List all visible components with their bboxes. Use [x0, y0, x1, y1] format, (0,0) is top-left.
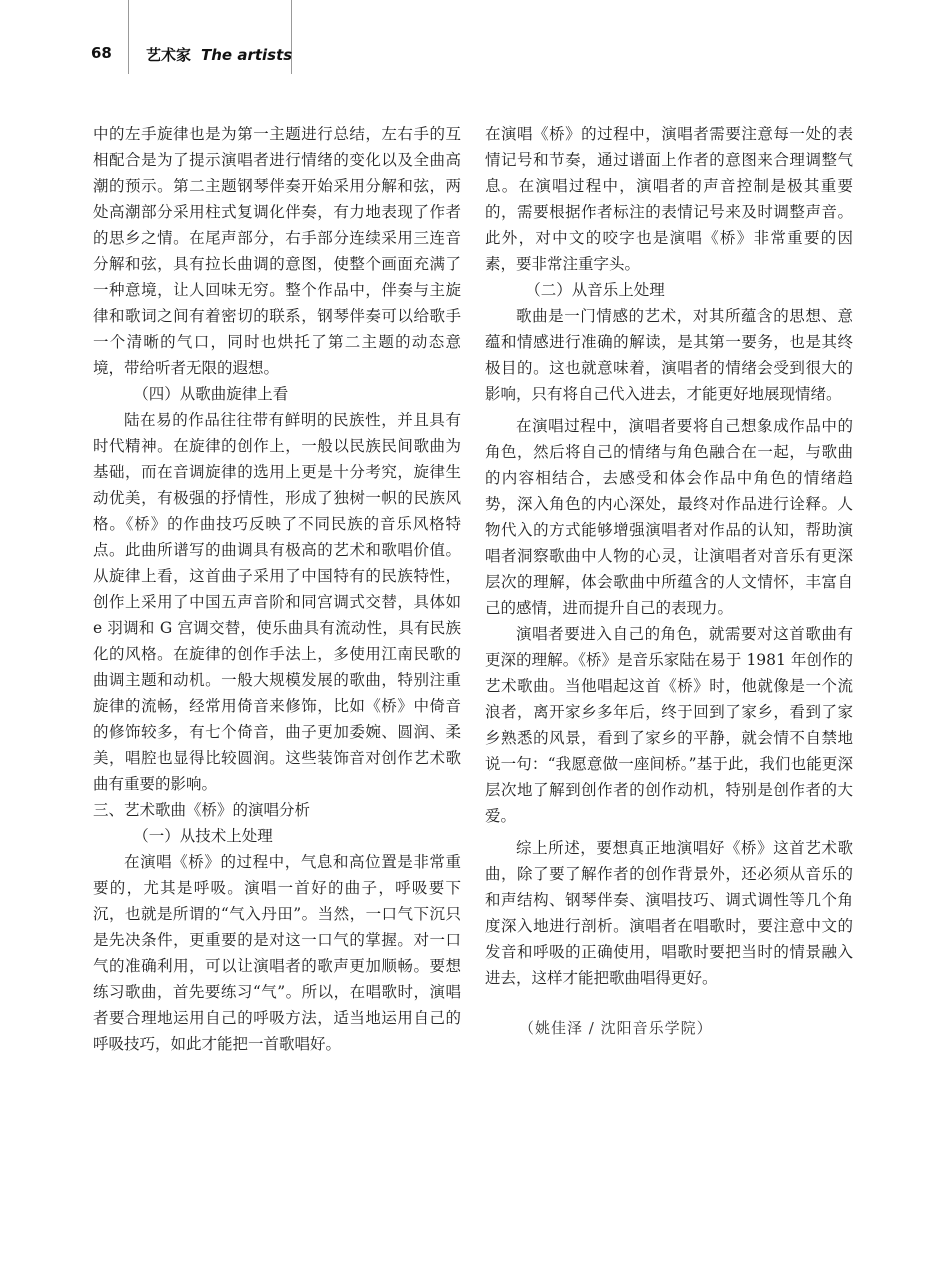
- left-column: [93, 121, 461, 1057]
- section-heading-music: （二）从音乐上处理: [525, 281, 665, 299]
- header-rule-left: [128, 0, 129, 74]
- paragraph: 在演唱《桥》的过程中，演唱者需要注意每一处的表情记号和节奏，通过谱面上作者的意图来合理调整气息。在演唱过程中，演唱者的声音控制是极其重要的，需要根据作者标注的表情记号来及时调整声音。此外，对中文的咬字也是演唱《桥》非常重要的因素，要非常注重字头。: [485, 125, 853, 273]
- section-heading-analysis: 三、艺术歌曲《桥》的演唱分析: [93, 801, 311, 819]
- journal-title-cn: 艺术家: [146, 46, 192, 64]
- paragraph: 综上所述，要想真正地演唱好《桥》这首艺术歌曲，除了要了解作者的创作背景外，还必须从音乐的和声结构、钢琴伴奏、演唱技巧、调式调性等几个角度深入地进行剖析。演唱者在唱歌时，要注意中文的发音和呼吸的正确使用，唱歌时要把当时的情景融入进去，这样才能把歌曲唱得更好。: [485, 839, 853, 987]
- paragraph: 在演唱过程中，演唱者要将自己想象成作品中的角色，然后将自己的情绪与角色融合在一起，与歌曲的内容相结合，去感受和体会作品中角色的情绪趋势，深入角色的内心深处，最终对作品进行诠释。人物代入的方式能够增强演唱者对作品的认知，帮助演唱者洞察歌曲中人物的心灵，让演唱者对音乐有更深层次的理解，体会歌曲中所蕴含的人文情怀，丰富自己的感情，进而提升自己的表现力。: [485, 417, 853, 617]
- paragraph: 歌曲是一门情感的艺术，对其所蕴含的思想、意蕴和情感进行准确的解读，是其第一要务，也是其终极目的。这也就意味着，演唱者的情绪会受到很大的影响，只有将自己代入进去，才能更好地展现情绪。: [485, 307, 853, 403]
- right-column: [485, 121, 853, 1041]
- journal-title-en: The artists: [201, 46, 293, 64]
- journal-title: [146, 44, 292, 65]
- paragraph: 中的左手旋律也是为第一主题进行总结，左右手的互相配合是为了提示演唱者进行情绪的变化以及全曲高潮的预示。第二主题钢琴伴奏开始采用分解和弦，两处高潮部分采用柱式复调化伴奏，有力地表现了作者的思乡之情。在尾声部分，右手部分连续采用三连音分解和弦，具有拉长曲调的意图，使整个画面充满了一种意境，让人回味无穷。整个作品中，伴奏与主旋律和歌词之间有着密切的联系，钢琴伴奏可以给歌手一个清晰的气口，同时也烘托了第二主题的动态意境，带给听者无限的遐想。: [93, 125, 461, 377]
- paragraph: 陆在易的作品往往带有鲜明的民族性，并且具有时代精神。在旋律的创作上，一般以民族民间歌曲为基础，而在音调旋律的选用上更是十分考究，旋律生动优美，有极强的抒情性，形成了独树一帜的民族风格。《桥》的作曲技巧反映了不同民族的音乐风格特点。此曲所谱写的曲调具有极高的艺术和歌唱价值。从旋律上看，这首曲子采用了中国特有的民族特性，创作上采用了中国五声音阶和同宫调式交替，具体如 e 羽调和 G 宫调交替，使乐曲具有流动性，具有民族化的风格。在旋律的创作手法上，多使用江南民歌的曲调主题和动机。一般大规模发展的歌曲，特别注重旋律的流畅，经常用倚音来修饰，比如《桥》中倚音的修饰较多，有七个倚音，曲子更加委婉、圆润、柔美，唱腔也显得比较圆润。这些装饰音对创作艺术歌曲有重要的影响。: [93, 411, 461, 793]
- section-heading-melody: （四）从歌曲旋律上看: [133, 385, 289, 403]
- page-number: 68: [91, 44, 112, 62]
- author-signature: （姚佳泽 / 沈阳音乐学院）: [519, 1019, 713, 1037]
- paragraph: 在演唱《桥》的过程中，气息和高位置是非常重要的，尤其是呼吸。演唱一首好的曲子，呼吸要下沉，也就是所谓的“气入丹田”。当然，一口气下沉只是先决条件，更重要的是对这一口气的掌握。对一口气的准确利用，可以让演唱者的歌声更加顺畅。要想练习歌曲，首先要练习“气”。所以，在唱歌时，演唱者要合理地运用自己的呼吸方法，适当地运用自己的呼吸技巧，如此才能把一首歌唱好。: [93, 853, 461, 1053]
- section-heading-technique: （一）从技术上处理: [133, 827, 273, 845]
- paragraph: 演唱者要进入自己的角色，就需要对这首歌曲有更深的理解。《桥》是音乐家陆在易于 1981 年创作的艺术歌曲。当他唱起这首《桥》时，他就像是一个流浪者，离开家乡多年后，终于回到了家乡，看到了家乡熟悉的风景，看到了家乡的平静，就会情不自禁地说一句：“我愿意做一座间桥。”基于此，我们也能更深层次地了解到创作者的创作动机，特别是创作者的大爱。: [485, 625, 853, 825]
